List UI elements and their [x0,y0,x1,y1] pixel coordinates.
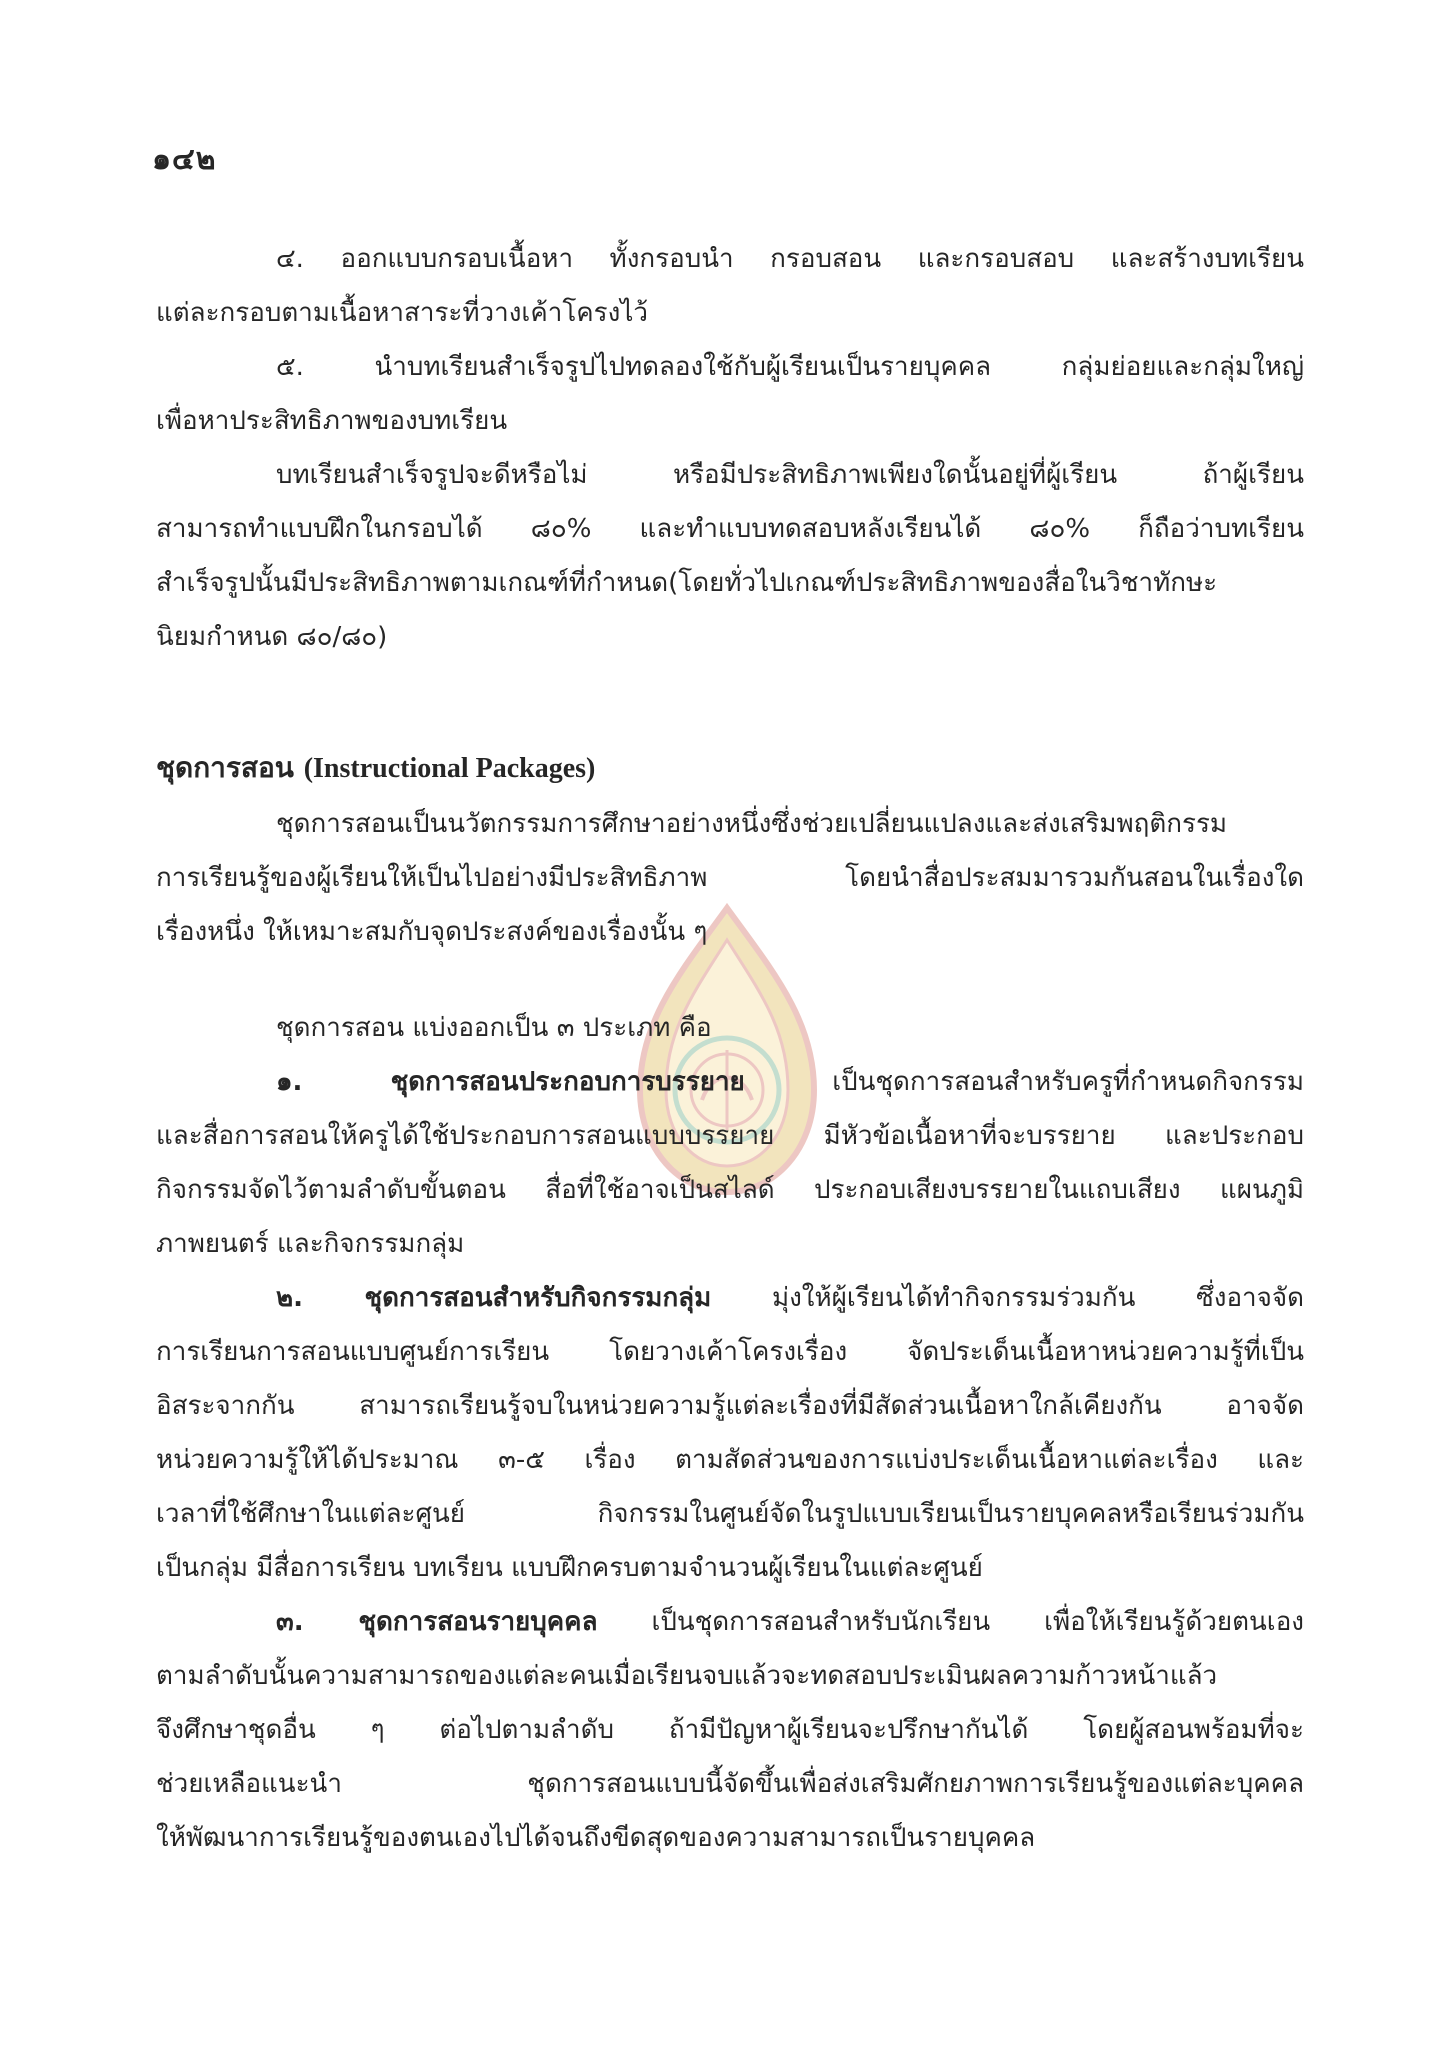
step-5-line-1: ๕. นำบทเรียนสำเร็จรูปไปทดลองใช้กับผู้เรียนเป็นรายบุคคล กลุ่มย่อยและกลุ่มใหญ่ [276,352,1304,382]
page-number: ๑๔๒ [152,142,217,177]
type-3-first-line-rest: เป็นชุดการสอนสำหรับนักเรียน เพื่อให้เรียนรู้ด้วยตนเอง [651,1607,1304,1637]
effectiveness-paragraph [156,448,1304,664]
section-intro-line-1: ชุดการสอนเป็นนวัตกรรมการศึกษาอย่างหนึ่งซึ่งช่วยเปลี่ยนแปลงและส่งเสริมพฤติกรรม [276,809,1228,839]
effectiveness-line-2: สามารถทำแบบฝึกในกรอบได้ ๘๐% และทำแบบทดสอบหลังเรียนได้ ๘๐% ก็ถือว่าบทเรียน [156,514,1304,544]
section-spacer [156,664,1304,706]
types-spacer [156,959,1304,1001]
types-intro: ชุดการสอน แบ่งออกเป็น ๓ ประเภท คือ [276,1013,712,1043]
type-2-line-1 [156,1271,1304,1325]
type-2-title: ๒. ชุดการสอนสำหรับกิจกรรมกลุ่ม [276,1283,712,1313]
step-5-line-2: เพื่อหาประสิทธิภาพของบทเรียน [156,406,508,436]
type-3-title: ๓. ชุดการสอนรายบุคคล [276,1607,598,1637]
type-1-first-line-rest: เป็นชุดการสอนสำหรับครูที่กำหนดกิจกรรม [832,1067,1304,1097]
type-1-title: ๑. ชุดการสอนประกอบการบรรยาย [276,1067,745,1097]
type-3-line-2: ตามลำดับนั้นความสามารถของแต่ละคนเมื่อเรียนจบแล้วจะทดสอบประเมินผลความก้าวหน้าแล้ว [156,1661,1218,1691]
type-2-line-4: หน่วยความรู้ให้ได้ประมาณ ๓-๕ เรื่อง ตามสัดส่วนของการแบ่งประเด็นเนื้อหาแต่ละเรื่อง และ [156,1445,1304,1475]
type-2-line-3: อิสระจากกัน สามารถเรียนรู้จบในหน่วยความรู้แต่ละเรื่องที่มีสัดส่วนเนื้อหาใกล้เคียงกัน อาจจัด [156,1391,1304,1421]
type-3-line-1 [156,1595,1304,1649]
section-intro-line-2: การเรียนรู้ของผู้เรียนให้เป็นไปอย่างมีประสิทธิภาพ โดยนำสื่อประสมมารวมกันสอนในเรื่องใด [156,863,1304,893]
type-3-line-5: ให้พัฒนาการเรียนรู้ของตนเองไปได้จนถึงขีดสุดของความสามารถเป็นรายบุคคล [156,1823,1036,1853]
type-1-line-1 [156,1055,1304,1109]
section-heading-english: (Instructional Packages) [303,753,596,784]
step-4-line-2: แต่ละกรอบตามเนื้อหาสาระที่วางเค้าโครงไว้ [156,298,649,328]
effectiveness-line-1: บทเรียนสำเร็จรูปจะดีหรือไม่ หรือมีประสิทธิภาพเพียงใดนั้นอยู่ที่ผู้เรียน ถ้าผู้เรียน [276,460,1304,490]
document-body [156,232,1304,1865]
type-3-line-4: ช่วยเหลือแนะนำ ชุดการสอนแบบนี้จัดขึ้นเพื่อส่งเสริมศักยภาพการเรียนรู้ของแต่ละบุคคล [156,1769,1304,1799]
type-2-paragraph [156,1271,1304,1595]
step-4-paragraph [156,232,1304,340]
type-3-line-3: จึงศึกษาชุดอื่น ๆ ต่อไปตามลำดับ ถ้ามีปัญหาผู้เรียนจะปรึกษากันได้ โดยผู้สอนพร้อมที่จะ [156,1715,1304,1745]
type-2-line-5: เวลาที่ใช้ศึกษาในแต่ละศูนย์ กิจกรรมในศูนย์จัดในรูปแบบเรียนเป็นรายบุคคลหรือเรียนร่วมกัน [156,1499,1304,1529]
section-intro-line-3: เรื่องหนึ่ง ให้เหมาะสมกับจุดประสงค์ของเรื่องนั้น ๆ [156,917,708,947]
effectiveness-line-4: นิยมกำหนด ๘๐/๘๐) [156,622,388,652]
type-2-line-6: เป็นกลุ่ม มีสื่อการเรียน บทเรียน แบบฝึกครบตามจำนวนผู้เรียนในแต่ละศูนย์ [156,1553,983,1583]
section-heading [156,740,1304,797]
section-intro-paragraph [156,797,1304,959]
type-3-paragraph [156,1595,1304,1865]
type-1-line-2: และสื่อการสอนให้ครูได้ใช้ประกอบการสอนแบบบรรยาย มีหัวข้อเนื้อหาที่จะบรรยาย และประกอบ [156,1121,1304,1151]
step-4-line-1: ๔. ออกแบบกรอบเนื้อหา ทั้งกรอบนำ กรอบสอน และกรอบสอบ และสร้างบทเรียน [276,244,1304,274]
type-2-first-line-rest: มุ่งให้ผู้เรียนได้ทำกิจกรรมร่วมกัน ซึ่งอาจจัด [771,1283,1305,1313]
type-2-line-2: การเรียนการสอนแบบศูนย์การเรียน โดยวางเค้าโครงเรื่อง จัดประเด็นเนื้อหาหน่วยความรู้ที่เป็น [156,1337,1304,1367]
effectiveness-line-3: สำเร็จรูปนั้นมีประสิทธิภาพตามเกณฑ์ที่กำหนด(โดยทั่วไปเกณฑ์ประสิทธิภาพของสื่อในวิชาทักษะ [156,568,1218,598]
step-5-paragraph [156,340,1304,448]
type-1-line-4: ภาพยนตร์ และกิจกรรมกลุ่ม [156,1229,465,1259]
type-1-line-3: กิจกรรมจัดไว้ตามลำดับขั้นตอน สื่อที่ใช้อาจเป็นสไลด์ ประกอบเสียงบรรยายในแถบเสียง แผนภูมิ [156,1175,1304,1205]
type-1-paragraph [156,1055,1304,1271]
section-heading-thai: ชุดการสอน [156,751,294,784]
